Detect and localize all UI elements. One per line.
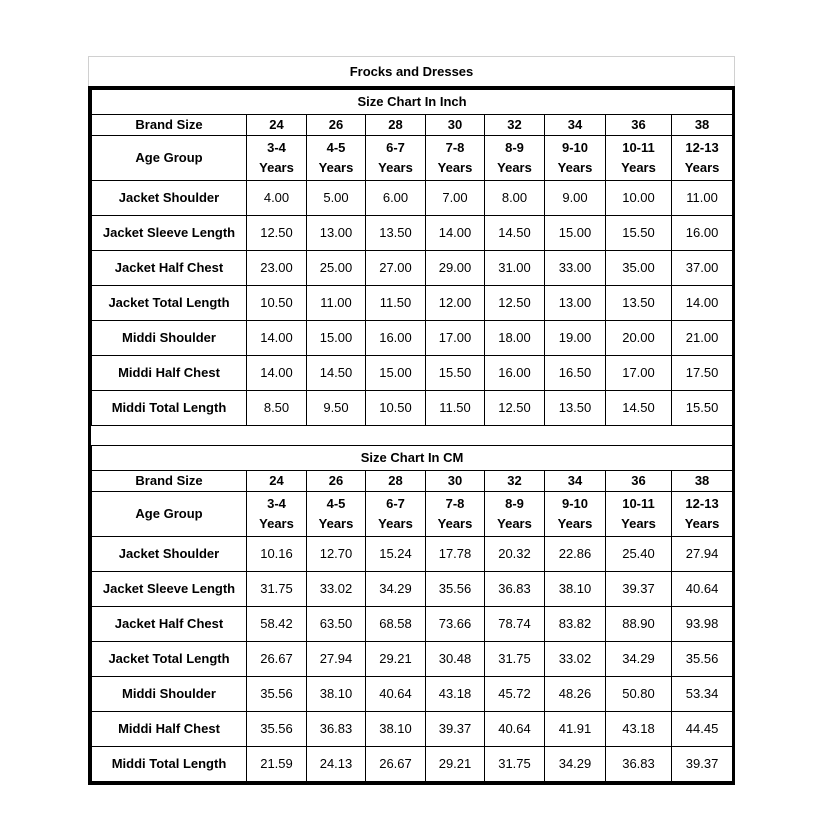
measurement-value: 20.32 bbox=[485, 537, 545, 572]
size-chart-table bbox=[91, 89, 733, 782]
inch-heading-row bbox=[92, 90, 733, 115]
measurement-value: 11.50 bbox=[366, 286, 426, 321]
measurement-value: 16.00 bbox=[672, 216, 733, 251]
spacer-cell bbox=[92, 426, 733, 446]
age-range: 3-4 bbox=[267, 496, 286, 511]
measurement-value: 11.00 bbox=[672, 181, 733, 216]
age-range: 6-7 bbox=[386, 140, 405, 155]
measurement-value: 16.00 bbox=[485, 356, 545, 391]
inch-heading: Size Chart In Inch bbox=[92, 90, 733, 115]
table-row bbox=[92, 216, 733, 251]
measurement-value: 11.50 bbox=[426, 391, 485, 426]
measurement-value: 39.37 bbox=[606, 572, 672, 607]
age-unit: Years bbox=[437, 160, 473, 175]
measurement-value: 35.56 bbox=[247, 677, 307, 712]
measurement-value: 50.80 bbox=[606, 677, 672, 712]
age-unit: Years bbox=[621, 516, 656, 531]
measurement-value: 14.50 bbox=[307, 356, 366, 391]
measurement-value: 13.00 bbox=[545, 286, 606, 321]
measurement-value: 9.00 bbox=[545, 181, 606, 216]
age-group-value bbox=[545, 136, 606, 181]
brand-size-value: 38 bbox=[672, 471, 733, 492]
age-range: 10-11 bbox=[622, 496, 655, 511]
age-unit: Years bbox=[259, 516, 294, 531]
measurement-value: 88.90 bbox=[606, 607, 672, 642]
measurement-value: 33.00 bbox=[545, 251, 606, 286]
measurement-value: 22.86 bbox=[545, 537, 606, 572]
measurement-value: 29.00 bbox=[426, 251, 485, 286]
measurement-value: 48.26 bbox=[545, 677, 606, 712]
measurement-value: 21.59 bbox=[247, 747, 307, 782]
measurement-value: 15.50 bbox=[672, 391, 733, 426]
measurement-value: 12.50 bbox=[485, 391, 545, 426]
measurement-label: Middi Shoulder bbox=[92, 321, 247, 356]
measurement-value: 33.02 bbox=[545, 642, 606, 677]
age-unit: Years bbox=[497, 160, 532, 175]
brand-size-value: 24 bbox=[247, 471, 307, 492]
measurement-value: 29.21 bbox=[426, 747, 485, 782]
measurement-value: 8.00 bbox=[485, 181, 545, 216]
table-row bbox=[92, 286, 733, 321]
inch-brand-size-row bbox=[92, 115, 733, 136]
measurement-value: 12.00 bbox=[426, 286, 485, 321]
age-range: 7-8 bbox=[445, 140, 465, 155]
age-group-value bbox=[247, 492, 307, 537]
measurement-value: 27.94 bbox=[672, 537, 733, 572]
measurement-value: 73.66 bbox=[426, 607, 485, 642]
age-group-value bbox=[545, 492, 606, 537]
measurement-value: 19.00 bbox=[545, 321, 606, 356]
measurement-value: 53.34 bbox=[672, 677, 733, 712]
measurement-value: 63.50 bbox=[307, 607, 366, 642]
age-unit: Years bbox=[378, 160, 413, 175]
measurement-value: 38.10 bbox=[545, 572, 606, 607]
age-range: 7-8 bbox=[445, 496, 465, 511]
measurement-label: Jacket Sleeve Length bbox=[92, 572, 247, 607]
measurement-value: 29.21 bbox=[366, 642, 426, 677]
measurement-value: 34.29 bbox=[366, 572, 426, 607]
measurement-value: 35.56 bbox=[426, 572, 485, 607]
measurement-value: 40.64 bbox=[672, 572, 733, 607]
brand-size-value: 32 bbox=[485, 115, 545, 136]
measurement-value: 25.40 bbox=[606, 537, 672, 572]
measurement-value: 12.70 bbox=[307, 537, 366, 572]
measurement-value: 83.82 bbox=[545, 607, 606, 642]
age-group-value bbox=[485, 136, 545, 181]
age-range: 10-11 bbox=[622, 140, 655, 155]
brand-size-value: 36 bbox=[606, 471, 672, 492]
table-row bbox=[92, 677, 733, 712]
brand-size-value: 26 bbox=[307, 115, 366, 136]
measurement-value: 36.83 bbox=[485, 572, 545, 607]
section-spacer bbox=[92, 426, 733, 446]
cm-brand-size-row bbox=[92, 471, 733, 492]
inch-age-group-row bbox=[92, 136, 733, 181]
measurement-value: 34.29 bbox=[606, 642, 672, 677]
measurement-value: 38.10 bbox=[307, 677, 366, 712]
measurement-value: 12.50 bbox=[485, 286, 545, 321]
measurement-value: 31.75 bbox=[485, 642, 545, 677]
measurement-value: 43.18 bbox=[606, 712, 672, 747]
measurement-value: 26.67 bbox=[247, 642, 307, 677]
brand-size-value: 28 bbox=[366, 471, 426, 492]
measurement-value: 23.00 bbox=[247, 251, 307, 286]
brand-size-value: 28 bbox=[366, 115, 426, 136]
cm-heading: Size Chart In CM bbox=[92, 446, 733, 471]
measurement-value: 31.75 bbox=[247, 572, 307, 607]
measurement-value: 36.83 bbox=[307, 712, 366, 747]
table-row bbox=[92, 321, 733, 356]
measurement-value: 13.50 bbox=[606, 286, 672, 321]
table-row bbox=[92, 747, 733, 782]
measurement-value: 15.00 bbox=[545, 216, 606, 251]
brand-size-value: 24 bbox=[247, 115, 307, 136]
measurement-value: 16.50 bbox=[545, 356, 606, 391]
measurement-value: 37.00 bbox=[672, 251, 733, 286]
measurement-value: 16.00 bbox=[366, 321, 426, 356]
size-chart-frame bbox=[88, 86, 735, 785]
age-unit: Years bbox=[259, 160, 294, 175]
age-unit: Years bbox=[557, 516, 593, 531]
age-group-label: Age Group bbox=[92, 492, 247, 537]
age-unit: Years bbox=[557, 160, 593, 175]
measurement-value: 10.00 bbox=[606, 181, 672, 216]
measurement-value: 39.37 bbox=[426, 712, 485, 747]
age-unit: Years bbox=[437, 516, 473, 531]
measurement-value: 14.00 bbox=[426, 216, 485, 251]
measurement-value: 35.56 bbox=[247, 712, 307, 747]
table-row bbox=[92, 607, 733, 642]
age-range: 4-5 bbox=[326, 140, 346, 155]
age-unit: Years bbox=[684, 160, 720, 175]
measurement-value: 26.67 bbox=[366, 747, 426, 782]
age-group-value bbox=[426, 492, 485, 537]
measurement-label: Middi Total Length bbox=[92, 747, 247, 782]
measurement-value: 39.37 bbox=[672, 747, 733, 782]
size-chart-sheet bbox=[88, 56, 735, 785]
measurement-value: 13.50 bbox=[545, 391, 606, 426]
measurement-label: Jacket Total Length bbox=[92, 642, 247, 677]
measurement-value: 10.50 bbox=[247, 286, 307, 321]
table-row bbox=[92, 251, 733, 286]
table-row bbox=[92, 356, 733, 391]
measurement-value: 17.00 bbox=[426, 321, 485, 356]
measurement-label: Jacket Shoulder bbox=[92, 181, 247, 216]
age-unit: Years bbox=[497, 516, 532, 531]
measurement-value: 18.00 bbox=[485, 321, 545, 356]
measurement-value: 35.00 bbox=[606, 251, 672, 286]
measurement-value: 11.00 bbox=[307, 286, 366, 321]
age-group-value bbox=[307, 492, 366, 537]
age-range: 8-9 bbox=[505, 496, 524, 511]
measurement-label: Jacket Shoulder bbox=[92, 537, 247, 572]
measurement-value: 15.00 bbox=[307, 321, 366, 356]
measurement-value: 38.10 bbox=[366, 712, 426, 747]
age-group-label: Age Group bbox=[92, 136, 247, 181]
measurement-value: 35.56 bbox=[672, 642, 733, 677]
measurement-value: 4.00 bbox=[247, 181, 307, 216]
measurement-value: 31.00 bbox=[485, 251, 545, 286]
brand-size-value: 38 bbox=[672, 115, 733, 136]
brand-size-value: 34 bbox=[545, 471, 606, 492]
table-row bbox=[92, 572, 733, 607]
measurement-label: Jacket Sleeve Length bbox=[92, 216, 247, 251]
measurement-value: 34.29 bbox=[545, 747, 606, 782]
table-row bbox=[92, 712, 733, 747]
measurement-value: 15.24 bbox=[366, 537, 426, 572]
measurement-value: 21.00 bbox=[672, 321, 733, 356]
measurement-value: 24.13 bbox=[307, 747, 366, 782]
measurement-value: 14.00 bbox=[247, 356, 307, 391]
measurement-value: 40.64 bbox=[485, 712, 545, 747]
table-row bbox=[92, 181, 733, 216]
measurement-value: 31.75 bbox=[485, 747, 545, 782]
measurement-value: 14.50 bbox=[485, 216, 545, 251]
age-range: 12-13 bbox=[685, 496, 719, 511]
brand-size-label: Brand Size bbox=[92, 471, 247, 492]
measurement-value: 43.18 bbox=[426, 677, 485, 712]
measurement-value: 15.00 bbox=[366, 356, 426, 391]
measurement-value: 5.00 bbox=[307, 181, 366, 216]
measurement-value: 14.50 bbox=[606, 391, 672, 426]
measurement-value: 13.00 bbox=[307, 216, 366, 251]
measurement-value: 40.64 bbox=[366, 677, 426, 712]
measurement-value: 10.50 bbox=[366, 391, 426, 426]
cm-age-group-row bbox=[92, 492, 733, 537]
measurement-value: 68.58 bbox=[366, 607, 426, 642]
measurement-value: 10.16 bbox=[247, 537, 307, 572]
measurement-value: 17.00 bbox=[606, 356, 672, 391]
measurement-value: 25.00 bbox=[307, 251, 366, 286]
measurement-value: 93.98 bbox=[672, 607, 733, 642]
measurement-value: 7.00 bbox=[426, 181, 485, 216]
table-row bbox=[92, 642, 733, 677]
brand-size-value: 26 bbox=[307, 471, 366, 492]
measurement-value: 17.78 bbox=[426, 537, 485, 572]
brand-size-value: 34 bbox=[545, 115, 606, 136]
measurement-value: 15.50 bbox=[426, 356, 485, 391]
measurement-value: 45.72 bbox=[485, 677, 545, 712]
age-unit: Years bbox=[318, 160, 354, 175]
measurement-value: 33.02 bbox=[307, 572, 366, 607]
measurement-value: 12.50 bbox=[247, 216, 307, 251]
cm-heading-row bbox=[92, 446, 733, 471]
measurement-value: 41.91 bbox=[545, 712, 606, 747]
age-range: 9-10 bbox=[561, 140, 589, 155]
measurement-value: 78.74 bbox=[485, 607, 545, 642]
age-group-value bbox=[247, 136, 307, 181]
age-unit: Years bbox=[378, 516, 413, 531]
age-unit: Years bbox=[621, 160, 656, 175]
age-group-value bbox=[672, 492, 733, 537]
measurement-label: Jacket Half Chest bbox=[92, 251, 247, 286]
sheet-title: Frocks and Dresses bbox=[88, 56, 735, 86]
measurement-value: 13.50 bbox=[366, 216, 426, 251]
table-row bbox=[92, 537, 733, 572]
measurement-label: Jacket Total Length bbox=[92, 286, 247, 321]
age-group-value bbox=[366, 492, 426, 537]
measurement-value: 15.50 bbox=[606, 216, 672, 251]
measurement-label: Middi Half Chest bbox=[92, 712, 247, 747]
measurement-value: 8.50 bbox=[247, 391, 307, 426]
measurement-value: 9.50 bbox=[307, 391, 366, 426]
measurement-value: 20.00 bbox=[606, 321, 672, 356]
age-group-value bbox=[672, 136, 733, 181]
table-row bbox=[92, 391, 733, 426]
measurement-label: Middi Half Chest bbox=[92, 356, 247, 391]
measurement-value: 27.00 bbox=[366, 251, 426, 286]
brand-size-value: 30 bbox=[426, 115, 485, 136]
age-range: 9-10 bbox=[561, 496, 589, 511]
age-group-value bbox=[426, 136, 485, 181]
measurement-label: Middi Shoulder bbox=[92, 677, 247, 712]
age-range: 3-4 bbox=[267, 140, 286, 155]
measurement-value: 14.00 bbox=[247, 321, 307, 356]
age-range: 8-9 bbox=[505, 140, 524, 155]
measurement-value: 17.50 bbox=[672, 356, 733, 391]
age-group-value bbox=[307, 136, 366, 181]
measurement-value: 58.42 bbox=[247, 607, 307, 642]
age-group-value bbox=[366, 136, 426, 181]
brand-size-label: Brand Size bbox=[92, 115, 247, 136]
age-group-value bbox=[606, 492, 672, 537]
age-range: 4-5 bbox=[326, 496, 346, 511]
size-chart-body bbox=[92, 90, 733, 782]
age-range: 12-13 bbox=[685, 140, 719, 155]
measurement-value: 36.83 bbox=[606, 747, 672, 782]
age-unit: Years bbox=[684, 516, 720, 531]
measurement-label: Jacket Half Chest bbox=[92, 607, 247, 642]
measurement-value: 27.94 bbox=[307, 642, 366, 677]
measurement-value: 30.48 bbox=[426, 642, 485, 677]
brand-size-value: 32 bbox=[485, 471, 545, 492]
measurement-value: 14.00 bbox=[672, 286, 733, 321]
age-unit: Years bbox=[318, 516, 354, 531]
brand-size-value: 30 bbox=[426, 471, 485, 492]
brand-size-value: 36 bbox=[606, 115, 672, 136]
measurement-value: 6.00 bbox=[366, 181, 426, 216]
age-group-value bbox=[485, 492, 545, 537]
age-range: 6-7 bbox=[386, 496, 405, 511]
age-group-value bbox=[606, 136, 672, 181]
measurement-value: 44.45 bbox=[672, 712, 733, 747]
measurement-label: Middi Total Length bbox=[92, 391, 247, 426]
